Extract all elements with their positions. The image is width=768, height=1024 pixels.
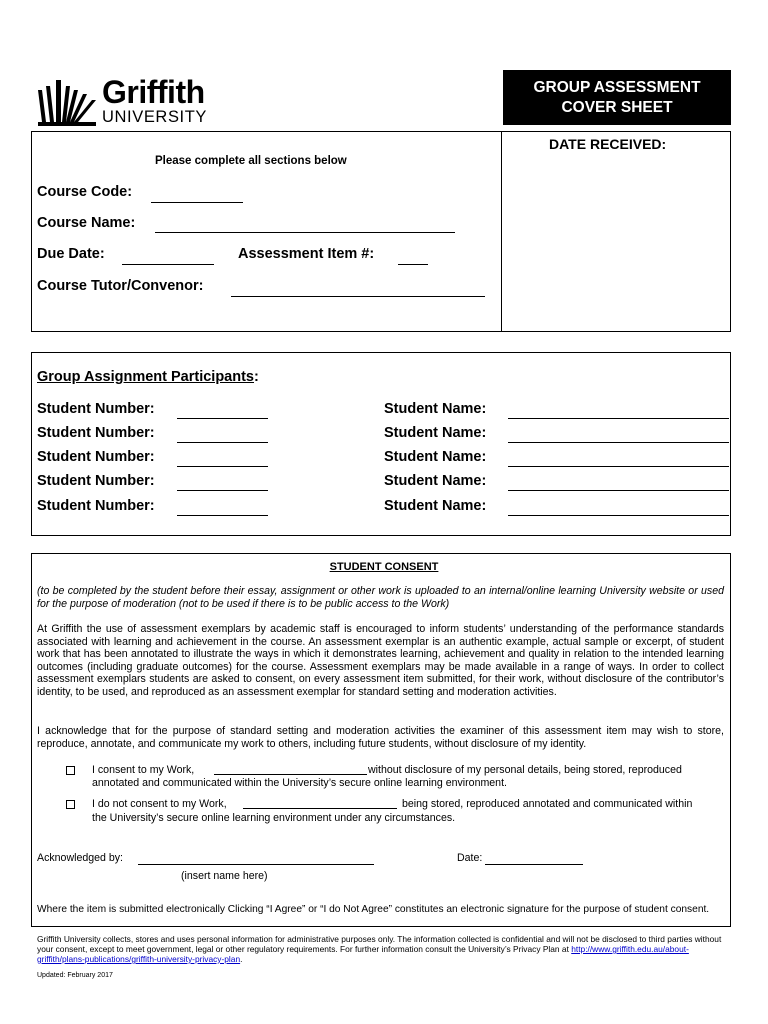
- course-tutor-label: Course Tutor/Convenor:: [37, 278, 204, 294]
- electronic-signature-note: Where the item is submitted electronically Clicking “I Agree” or “I do Not Agree” constitutes an electronic signature for the purpose of student consent.: [37, 904, 710, 915]
- student-name-label: Student Name:: [384, 425, 487, 441]
- no-consent-work-field[interactable]: [243, 808, 397, 809]
- assessment-item-field[interactable]: [398, 264, 428, 265]
- assessment-item-label: Assessment Item #:: [238, 246, 375, 262]
- date-label: Date:: [457, 852, 483, 864]
- griffith-logo-mark-icon: [36, 76, 100, 128]
- insert-name-hint: (insert name here): [181, 870, 268, 882]
- student-name-field[interactable]: [508, 466, 729, 467]
- no-consent-option-text-a: I do not consent to my Work,: [92, 798, 227, 810]
- student-number-label: Student Number:: [37, 498, 155, 514]
- privacy-end: .: [240, 954, 243, 964]
- no-consent-checkbox[interactable]: [66, 800, 75, 809]
- student-number-field[interactable]: [177, 442, 268, 443]
- student-name-field[interactable]: [508, 442, 729, 443]
- course-name-label: Course Name:: [37, 215, 136, 231]
- participants-heading-text: Group Assignment Participants: [37, 369, 254, 385]
- instruction-text: Please complete all sections below: [155, 155, 347, 167]
- acknowledged-by-field[interactable]: [138, 864, 374, 865]
- date-received-divider: [501, 131, 502, 332]
- griffith-logo: [36, 76, 236, 128]
- course-tutor-field[interactable]: [231, 296, 485, 297]
- student-number-label: Student Number:: [37, 425, 155, 441]
- consent-paragraph-1: At Griffith the use of assessment exemplars by academic staff is encouraged to inform students’ understanding of the performance standards associated with learning and achievement in the course. An assessment exemplar is an authentic example, actual sample or excerpt, of student work that has been annotated to illustrate the ways in which it demonstrates learning, achievement and quality in relation to the intended learning outcomes (including graduate outcomes) for the course. Assessment exemplars may be made available in a range of ways. In order to collect assessment exemplars students are asked to consent, on every assessment item submitted, for their work, without disclosure of the contributor’s identity, to be used, and reproduced as an assessment exemplar for standard setting and moderation activities.: [37, 623, 724, 698]
- due-date-field[interactable]: [122, 264, 214, 265]
- participants-heading-colon: :: [254, 369, 259, 385]
- student-number-label: Student Number:: [37, 401, 155, 417]
- course-code-field[interactable]: [151, 202, 243, 203]
- consent-paragraph-2: I acknowledge that for the purpose of standard setting and moderation activities the examiner of this assessment item may wish to store, reproduce, annotate, and communicate my work to others, including future students, without disclosure of my identity.: [37, 725, 724, 750]
- title-line-1: GROUP ASSESSMENT: [533, 79, 701, 96]
- privacy-notice: [37, 934, 727, 964]
- student-number-field[interactable]: [177, 515, 268, 516]
- date-field[interactable]: [485, 864, 583, 865]
- student-number-field[interactable]: [177, 418, 268, 419]
- student-number-field[interactable]: [177, 466, 268, 467]
- consent-title: STUDENT CONSENT: [329, 561, 439, 573]
- student-name-field[interactable]: [508, 515, 729, 516]
- acknowledged-by-label: Acknowledged by:: [37, 852, 123, 864]
- student-number-field[interactable]: [177, 490, 268, 491]
- cover-sheet-title-box: [503, 70, 731, 125]
- consent-work-field[interactable]: [214, 774, 367, 775]
- participants-heading: [37, 369, 259, 385]
- student-name-field[interactable]: [508, 418, 729, 419]
- student-name-label: Student Name:: [384, 449, 487, 465]
- updated-date: Updated: February 2017: [37, 972, 113, 979]
- no-consent-option-text-b: being stored, reproduced annotated and communicated within: [402, 798, 693, 810]
- course-code-label: Course Code:: [37, 184, 133, 200]
- student-name-label: Student Name:: [384, 401, 487, 417]
- date-received-label: DATE RECEIVED:: [549, 136, 667, 152]
- student-name-label: Student Name:: [384, 498, 487, 514]
- student-name-label: Student Name:: [384, 473, 487, 489]
- consent-intro: (to be completed by the student before their essay, assignment or other work is uploaded to an internal/online learning University website or used for the purpose of moderation (not to be used if there is to be public access to the Work): [37, 585, 724, 610]
- student-number-label: Student Number:: [37, 449, 155, 465]
- student-name-field[interactable]: [508, 490, 729, 491]
- due-date-label: Due Date:: [37, 246, 105, 262]
- privacy-plan-link[interactable]: http://www.griffith.edu.au/about-griffith/plans-publications/griffith-university-privacy-plan: [37, 944, 689, 964]
- course-name-field[interactable]: [155, 232, 455, 233]
- logo-sub-text: UNIVERSITY: [102, 108, 208, 126]
- title-line-2: COVER SHEET: [561, 99, 673, 116]
- consent-checkbox[interactable]: [66, 766, 75, 775]
- privacy-text: Griffith University collects, stores and uses personal information for administrative purposes only. The information collected is confidential and will not be disclosed to third parties without your consent, except to meet government, legal or other regulatory requirements. For further information consult the University’s Privacy Plan at: [37, 934, 722, 954]
- no-consent-option-text-c: the University’s secure online learning environment under any circumstances.: [92, 812, 456, 824]
- logo-brand-text: Griffith: [102, 74, 205, 110]
- consent-option-text-c: annotated and communicated within the University’s secure online learning environment.: [92, 777, 507, 789]
- consent-option-text-a: I consent to my Work,: [92, 764, 195, 776]
- consent-option-text-b: without disclosure of my personal details, being stored, reproduced: [368, 764, 682, 776]
- student-number-label: Student Number:: [37, 473, 155, 489]
